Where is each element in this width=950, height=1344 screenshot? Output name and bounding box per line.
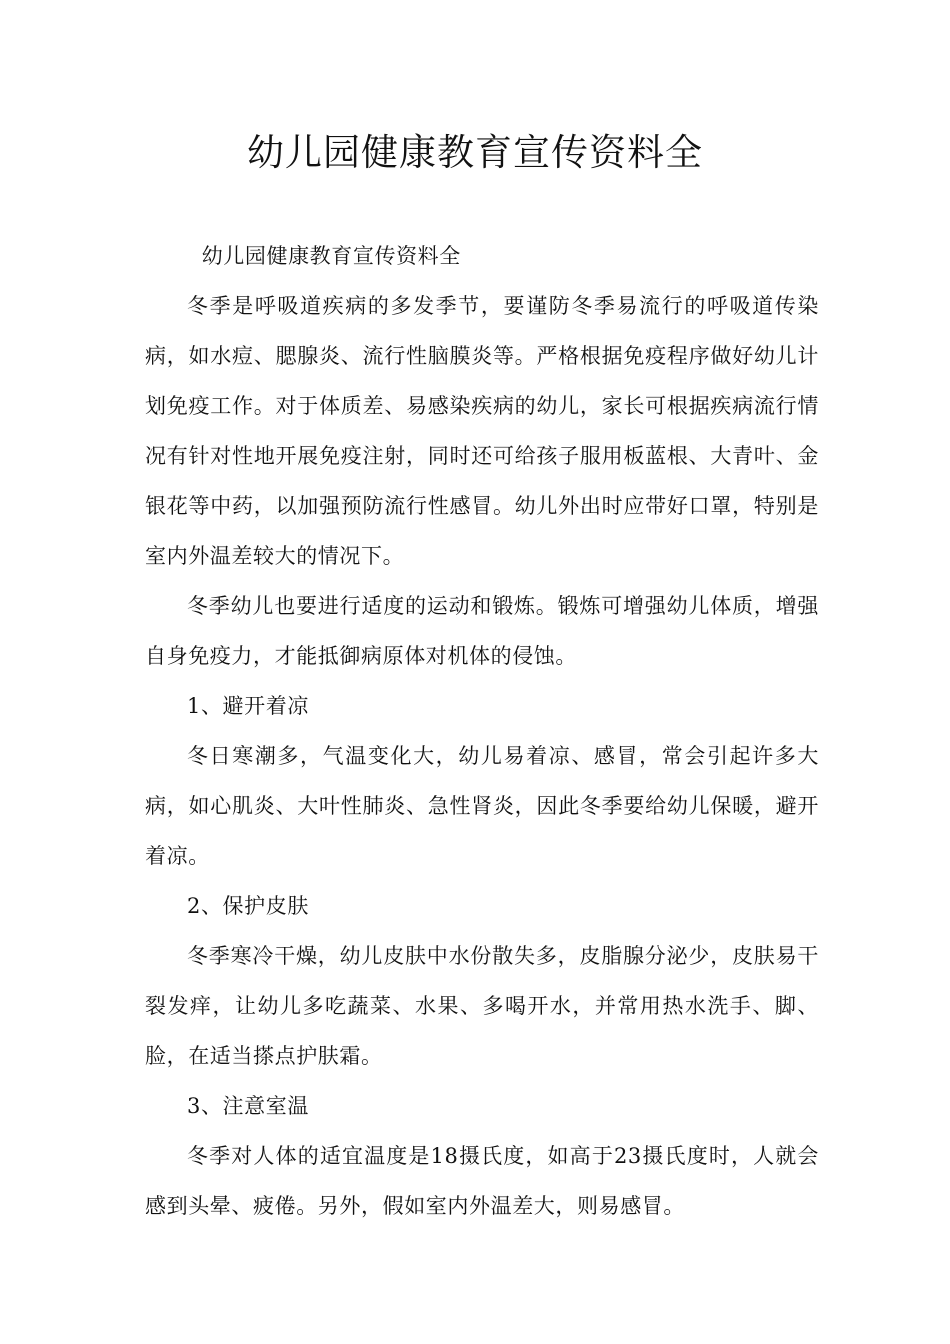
paragraph-skin-care: 冬季寒冷干燥，幼儿皮肤中水份散失多，皮脂腺分泌少，皮肤易干裂发痒，让幼儿多吃蔬菜、水果、多喝开水，并常用热水洗手、脚、脸，在适当搽点护肤霜。	[145, 944, 819, 1068]
paragraph-avoid-cold: 冬日寒潮多，气温变化大，幼儿易着凉、感冒，常会引起许多大病，如心肌炎、大叶性肺炎、急性肾炎，因此冬季要给幼儿保暖，避开着凉。	[145, 744, 819, 868]
section-heading-avoid-cold: 1、避开着凉	[187, 694, 309, 718]
section-heading-room-temperature: 3、注意室温	[187, 1094, 309, 1118]
section-heading-skin-care: 2、保护皮肤	[187, 894, 309, 918]
paragraph-exercise: 冬季幼儿也要进行适度的运动和锻炼。锻炼可增强幼儿体质，增强自身免疫力，才能抵御病原体对机体的侵蚀。	[145, 594, 819, 668]
paragraph-respiratory-disease: 冬季是呼吸道疾病的多发季节，要谨防冬季易流行的呼吸道传染病，如水痘、腮腺炎、流行性脑膜炎等。严格根据免疫程序做好幼儿计划免疫工作。对于体质差、易感染疾病的幼儿，家长可根据疾病流行情况有针对性地开展免疫注射，同时还可给孩子服用板蓝根、大青叶、金银花等中药，以加强预防流行性感冒。幼儿外出时应带好口罩，特别是室内外温差较大的情况下。	[145, 294, 819, 568]
paragraph-room-temperature: 冬季对人体的适宜温度是18摄氏度，如高于23摄氏度时，人就会感到头晕、疲倦。另外，假如室内外温差大，则易感冒。	[145, 1144, 819, 1218]
document-body	[145, 231, 819, 1231]
document-title: 幼儿园健康教育宣传资料全	[247, 131, 703, 174]
document-subtitle: 幼儿园健康教育宣传资料全	[201, 244, 461, 268]
